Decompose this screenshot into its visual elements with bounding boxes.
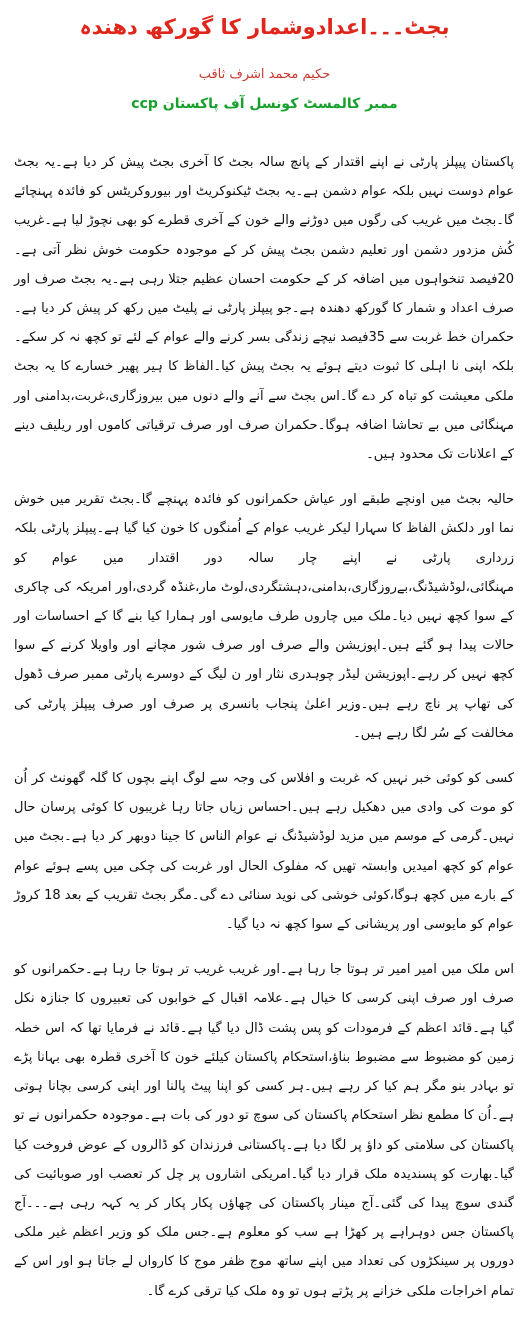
- author-affiliation: ممبر کالمسٹ کونسل آف پاکستان ccp: [131, 96, 398, 112]
- article-title: بجٹ۔۔۔اعدادوشمار کا گورکھ دھندہ: [79, 15, 450, 39]
- paragraph-1: پاکستان پیپلز پارٹی نے اپنے اقتدار کے پانچ سالہ بجٹ کا آخری بجٹ پیش کر دیا ہے۔یہ بجٹ عوام دوست نہیں بلکہ عوام دشمن ہے۔یہ بجٹ ٹیکنوکریٹ اور بیوروکریٹس کو فائدہ پہنچائے گا۔بجٹ میں غریب کی رگوں میں دوڑنے والے خون کے آخری قطرے کو بھی نچوڑ لیا ہے۔غریب کُش مزدور دشمن اور تعلیم دشمن بجٹ پیش کر کے موجودہ حکومت خوش نظر آتی ہے۔20فیصد تنخواہوں میں اضافہ کر کے حکومت احسان عظیم جتلا رہی ہے۔یہ بجٹ صرف اور صرف اعداد و شمار کا گورکھ دھندہ ہے۔جو پیپلز پارٹی نے پلیٹ میں رکھ کر پیش کر دیا ہے۔حکمران خط غربت سے 35فیصد نیچے زندگی بسر کرنے والے عوام کے لئے تو کچھ نہ کر سکے۔بلکہ اپنی نا اہلی کا ثبوت دیتے ہوئے یہ بجٹ پیش کیا۔الفاظ کا ہیر پھیر خسارے کا یہ بجٹ ملکی معیشت کو تباہ کر دے گا۔اس بجٹ سے آنے والے دنوں میں بیروزگاری،غربت،بدامنی اور مہنگائی میں بے تحاشا اضافہ ہوگا۔حکمران صرف اور صرف ترقیاتی کاموں اور ریلیف دینے کے اعلانات تک محدود ہیں۔: [14, 155, 514, 463]
- paragraph-3: کسی کو کوئی خبر نہیں کہ غربت و افلاس کی وجہ سے لوگ اپنے بچوں کا گلہ گھونٹ کر اُن کو موت کی وادی میں دھکیل رہے ہیں۔احساس زیاں جاتا رہا غریبوں کا کوئی پرسان حال نہیں۔گرمی کے موسم میں مزید لوڈشیڈنگ نے عوام الناس کا جینا دوبھر کر دیا ہے۔بجٹ میں عوام کو کچھ امیدیں وابستہ تھیں کہ مفلوک الحال اور غربت کی چکی میں پسے ہوئے عوام کے بارے میں کچھ ہوگا،کوئی خوشی کی نوید سنائی دے گی۔مگر بجٹ تقریب کے بعد 18 کروڑ عوام کو مایوسی اور پریشانی کے سوا کچھ نہ دیا گیا۔: [14, 771, 514, 933]
- paragraph-4: اس ملک میں امیر امیر تر ہوتا جا رہا ہے۔اور غریب غریب تر ہوتا جا رہا ہے۔حکمرانوں کو صرف اور صرف اپنی کرسی کا خیال ہے۔علامہ اقبال کے خوابوں کی تعبیروں کا جنازہ نکل گیا ہے۔قائد اعظم کے فرمودات کو پس پشت ڈال دیا گیا ہے۔قائد نے فرمایا تھا کہ اس خطہ زمین کو مضبوط سے مضبوط بناؤ،استحکام پاکستان کیلئے خون کا آخری قطرہ بھی بہانا پڑے تو بہادر بنو مگر ہم کیا کر رہے ہیں۔ہر کسی کو اپنا پیٹ پالنا اور اپنی کرسی بچانا ہوتی ہے۔اُن کا مطمع نظر استحکام پاکستان کی سوچ تو دور کی بات ہے۔موجودہ حکمرانوں نے تو پاکستان کی سلامتی کو داؤ پر لگا دیا ہے۔پاکستانی فرزندان کو ڈالروں کے عوض فروخت کیا گیا۔بھارت کو پسندیدہ ملک قرار دیا گیا۔امریکی اشاروں پر چل کر تعصب اور صوبائیت کی گندی سوچ پیدا کی گئی۔آج مینار پاکستان کی چھاؤں پکار پکار کر یہ کہہ رہی ہے۔۔۔آج پاکستان جس دوہراہے پر کھڑا ہے سب کو معلوم ہے۔جس ملک کو وزیر اعظم غیر ملکی دوروں پر سینکڑوں کی تعداد میں اپنے ساتھ موج ظفر موج کا کارواں لے جاتا ہو اور اس کے تمام اخراجات ملکی خزانے پر پڑتے ہوں تو وہ ملک کیا ترقی کرے گا۔: [14, 962, 514, 1299]
- article-body: [14, 148, 514, 1318]
- paragraph-2: حالیہ بجٹ میں اونچے طبقے اور عیاش حکمرانوں کو فائدہ پہنچے گا۔بجٹ تقریر میں خوش نما اور دلکش الفاظ کا سہارا لیکر غریب عوام کے اُمنگوں کا خون کیا گیا ہے۔پیپلز پارٹی بلکہ زرداری پارٹی نے اپنے چار سالہ دور اقتدار میں عوام کو مہنگائی،لوڈشیڈنگ،بےروزگاری،بدامنی،دہشتگردی،لوٹ مار،غنڈہ گردی،اور امریکہ کی چاکری کے سوا کچھ نہیں دیا۔ملک میں چاروں طرف مایوسی اور ہمارا کیا بنے گا کے احساسات اور حالات پیدا ہو گئے ہیں۔اپوزیشن والے صرف اور صرف شور مچانے اور واویلا کرنے کے سوا کچھ نہیں کر رہے۔اپوزیشن لیڈر چوہدری نثار اور ن لیگ کے دوسرے پارٹی ممبر صرف ڈھول کی تھاپ پر ناچ رہے ہیں۔وزیر اعلیٰ پنجاب بانسری پر صرف اور صرف پیپلز پارٹی کی مخالفت کے سُر لگا رہے ہیں۔: [14, 492, 514, 741]
- author-name: حکیم محمد اشرف ثاقب: [198, 67, 331, 82]
